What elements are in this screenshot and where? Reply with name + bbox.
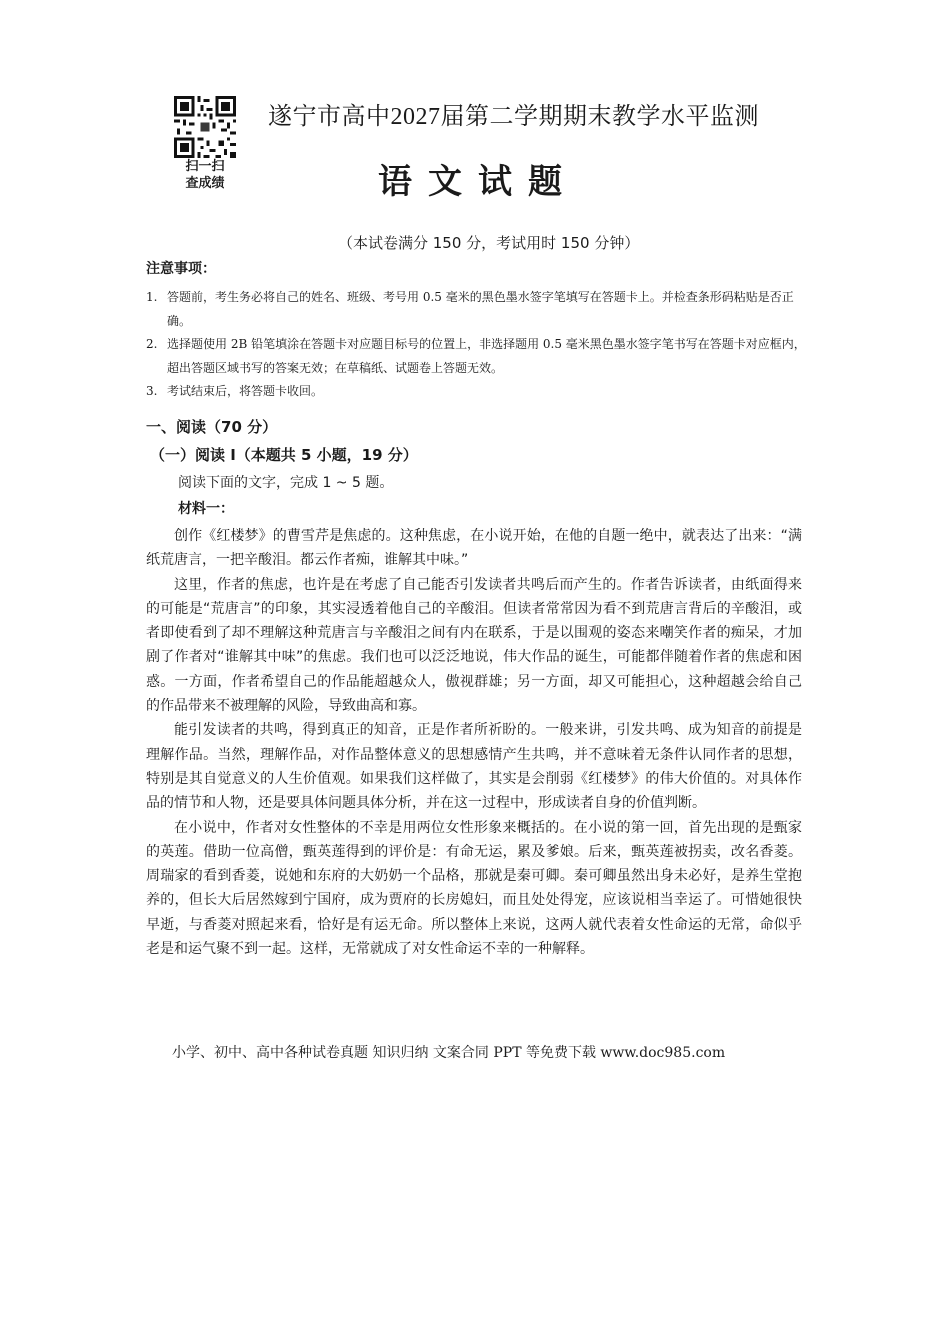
notice-item-text: 答题前，考生务必将自己的姓名、班级、考号用 0.5 毫米的黑色墨水签字笔填写在答题卡上。并检查条形码粘贴是否正确。 [167,290,794,328]
qr-caption-line1: 扫一扫 [185,159,225,174]
notice-item-number: 2. [146,337,158,351]
qr-caption-line2: 查成绩 [185,176,225,191]
sub-heading: （一）阅读 I（本题共 5 小题，19 分） [150,446,418,464]
article-paragraph: 在小说中，作者对女性整体的不幸是用两位女性形象来概括的。在小说的第一回，首先出现的是甄家的英莲。借助一位高僧，甄英莲得到的评价是：有命无运，累及爹娘。后来，甄英莲被拐卖，改名香菱。周瑞家的看到香菱，说她和东府的大奶奶一个品格，那就是秦可卿。秦可卿虽然出身未必好，是养生堂抱养的，但长大后居然嫁到宁国府，成为贾府的长房媳妇，而且处处得宠，应该说相当幸运了。可惜她很快早逝，与香菱对照起来看，恰好是有运无命。所以整体上来说，这两人就代表着女性命运的无常，命似乎老是和运气聚不到一起。这样，无常就成了对女性命运不幸的一种解释。 [146,819,802,958]
article-paragraph: 这里，作者的焦虑，也许是在考虑了自己能否引发读者共鸣后而产生的。作者告诉读者，由纸面得来的可能是“荒唐言”的印象，其实浸透着他自己的辛酸泪。但读者常常因为看不到荒唐言背后的辛酸泪，或者即使看到了却不理解这种荒唐言与辛酸泪之间有内在联系，于是以围观的姿态来嘲笑作者的痴呆，才加剧了作者对“谁解其中味”的焦虑。我们也可以泛泛地说，伟大作品的诞生，可能都伴随着作者的焦虑和困惑。一方面，作者希望自己的作品能超越众人，傲视群雄；另一方面，却又可能担心，这种超越会给自己的作品带来不被理解的风险，导致曲高和寡。 [146,576,802,715]
qr-code-icon [174,96,236,158]
article-paragraph: 能引发读者的共鸣，得到真正的知音，正是作者所祈盼的。一般来讲，引发共鸣、成为知音的前提是理解作品。当然，理解作品，对作品整体意义的思想感情产生共鸣，并不意味着无条件认同作者的思想，特别是其自觉意义的人生价值观。如果我们这样做了，其实是会削弱《红楼梦》的伟大价值的。对具体作品的情节和人物，还是要具体问题具体分析，并在这一过程中，形成读者自身的价值判断。 [146,722,802,812]
qr-caption [170,158,240,192]
footer-note: 小学、初中、高中各种试卷真题 知识归纳 文案合同 PPT 等免费下载 www.doc985.com [172,1045,726,1061]
notice-item-text: 考试结束后，将答题卡收回。 [167,384,324,398]
qr-code [174,96,236,158]
section-heading: 一、阅读（70 分） [146,418,278,436]
notice-item-text: 选择题使用 2B 铅笔填涂在答题卡对应题目标号的位置上，非选择题用 0.5 毫米黑色墨水签字笔书写在答题卡对应框内，超出答题区域书写的答案无效；在草稿纸、试题卷上答题无效。 [167,337,806,375]
article-paragraph: 创作《红楼梦》的曹雪芹是焦虑的。这种焦虑，在小说开始，在他的自题一绝中，就表达了出来：“满纸荒唐言，一把辛酸泪。都云作者痴，谁解其中味。” [146,528,802,569]
notice-item [146,333,806,380]
article-body [146,524,802,961]
notice-heading: 注意事项： [146,261,216,277]
exam-info: （本试卷满分 150 分，考试用时 150 分钟） [338,234,640,252]
reading-instruction: 阅读下面的文字，完成 1 ~ 5 题。 [178,475,394,491]
notice-item-number: 3. [146,384,158,398]
exam-title: 遂宁市高中2027届第二学期期末教学水平监测 [268,104,759,130]
notice-item [146,380,806,404]
subject-title: 语文试题 [378,162,578,202]
notice-item-number: 1. [146,290,158,304]
notice-item [146,286,806,333]
notice-list [146,286,806,404]
material-label: 材料一： [178,501,234,517]
